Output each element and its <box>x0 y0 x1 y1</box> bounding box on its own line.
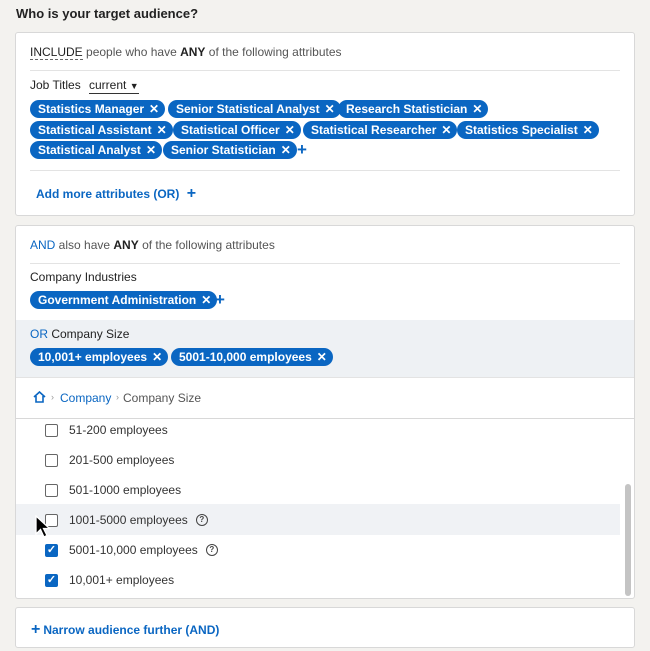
option-201-500[interactable]: 201-500 employees <box>45 453 174 467</box>
caret-down-icon: ▼ <box>129 81 139 91</box>
job-title-pill[interactable]: Statistical Officer ✕ <box>173 121 301 139</box>
scrollbar-thumb[interactable] <box>625 484 631 596</box>
checkbox[interactable] <box>45 484 58 497</box>
checkbox[interactable] <box>45 454 58 467</box>
help-icon[interactable]: ? <box>206 544 218 556</box>
remove-icon[interactable]: ✕ <box>316 350 327 364</box>
remove-icon[interactable]: ✕ <box>472 102 483 116</box>
narrow-card <box>15 607 635 648</box>
job-title-pill[interactable]: Statistical Analyst ✕ <box>30 141 162 159</box>
job-title-pill[interactable]: Senior Statistician ✕ <box>163 141 297 159</box>
remove-icon[interactable]: ✕ <box>324 102 335 116</box>
chevron-right-icon: › <box>51 392 54 402</box>
include-keyword[interactable]: INCLUDE <box>30 45 83 59</box>
job-title-pill[interactable]: Research Statistician ✕ <box>338 100 488 118</box>
remove-icon[interactable]: ✕ <box>284 123 295 137</box>
job-titles-label: Job Titles <box>30 78 81 92</box>
divider <box>30 263 620 264</box>
job-title-pill[interactable]: Senior Statistical Analyst ✕ <box>168 100 341 118</box>
help-icon[interactable]: ? <box>196 514 208 526</box>
page-title: Who is your target audience? <box>16 6 199 21</box>
size-pill[interactable]: 10,001+ employees ✕ <box>30 348 168 366</box>
company-size-section <box>16 320 635 377</box>
checkbox-checked[interactable]: ✓ <box>46 543 57 556</box>
checkbox[interactable] <box>45 424 58 437</box>
job-title-pill[interactable]: Statistical Assistant ✕ <box>30 121 173 139</box>
add-job-title-icon[interactable]: + <box>297 140 307 159</box>
remove-icon[interactable]: ✕ <box>201 293 212 307</box>
remove-icon[interactable]: ✕ <box>441 123 452 137</box>
company-size-label: OR Company Size <box>30 327 130 341</box>
remove-icon[interactable]: ✕ <box>156 123 167 137</box>
job-titles-select[interactable]: current ▼ <box>89 78 139 92</box>
industry-pill[interactable]: Government Administration ✕ <box>30 291 217 309</box>
add-industry-icon[interactable]: + <box>215 290 225 309</box>
divider <box>30 170 620 171</box>
remove-icon[interactable]: ✕ <box>280 143 291 157</box>
job-title-pill[interactable]: Statistical Researcher ✕ <box>303 121 457 139</box>
include-header: INCLUDE people who have ANY of the following attributes <box>30 45 342 59</box>
and-card <box>15 225 635 599</box>
option-1001-5000[interactable]: 1001-5000 employees ? <box>45 513 208 527</box>
plus-icon: + <box>186 185 197 202</box>
option-10001-plus[interactable]: ✓ 10,001+ employees <box>46 573 175 587</box>
checkbox-checked[interactable]: ✓ <box>46 573 57 586</box>
remove-icon[interactable]: ✕ <box>149 102 160 116</box>
job-title-pill[interactable]: Statistics Manager ✕ <box>30 100 165 118</box>
mouse-cursor-icon <box>35 515 51 539</box>
plus-icon: + <box>31 621 41 638</box>
option-5001-10000[interactable]: ✓ 5001-10,000 employees ? <box>45 543 218 557</box>
company-industries-label: Company Industries <box>30 270 137 284</box>
breadcrumb-current: Company Size <box>123 391 202 405</box>
home-icon[interactable] <box>33 391 46 403</box>
option-51-200[interactable]: 51-200 employees <box>45 423 168 437</box>
remove-icon[interactable]: ✕ <box>145 143 156 157</box>
chevron-right-icon: › <box>116 392 119 402</box>
size-pill[interactable]: 5001-10,000 employees ✕ <box>171 348 333 366</box>
narrow-audience-button[interactable]: + Narrow audience further (AND) <box>31 621 220 638</box>
breadcrumb <box>16 377 635 419</box>
option-501-1000[interactable]: 501-1000 employees <box>45 483 181 497</box>
remove-icon[interactable]: ✕ <box>582 123 593 137</box>
add-more-attributes-button[interactable]: Add more attributes (OR) + <box>36 185 197 202</box>
include-card <box>15 32 635 216</box>
breadcrumb-company[interactable]: Company <box>60 391 112 405</box>
job-title-pill[interactable]: Statistics Specialist ✕ <box>457 121 599 139</box>
divider <box>30 70 620 71</box>
remove-icon[interactable]: ✕ <box>152 350 163 364</box>
and-header: AND also have ANY of the following attributes <box>30 238 275 252</box>
